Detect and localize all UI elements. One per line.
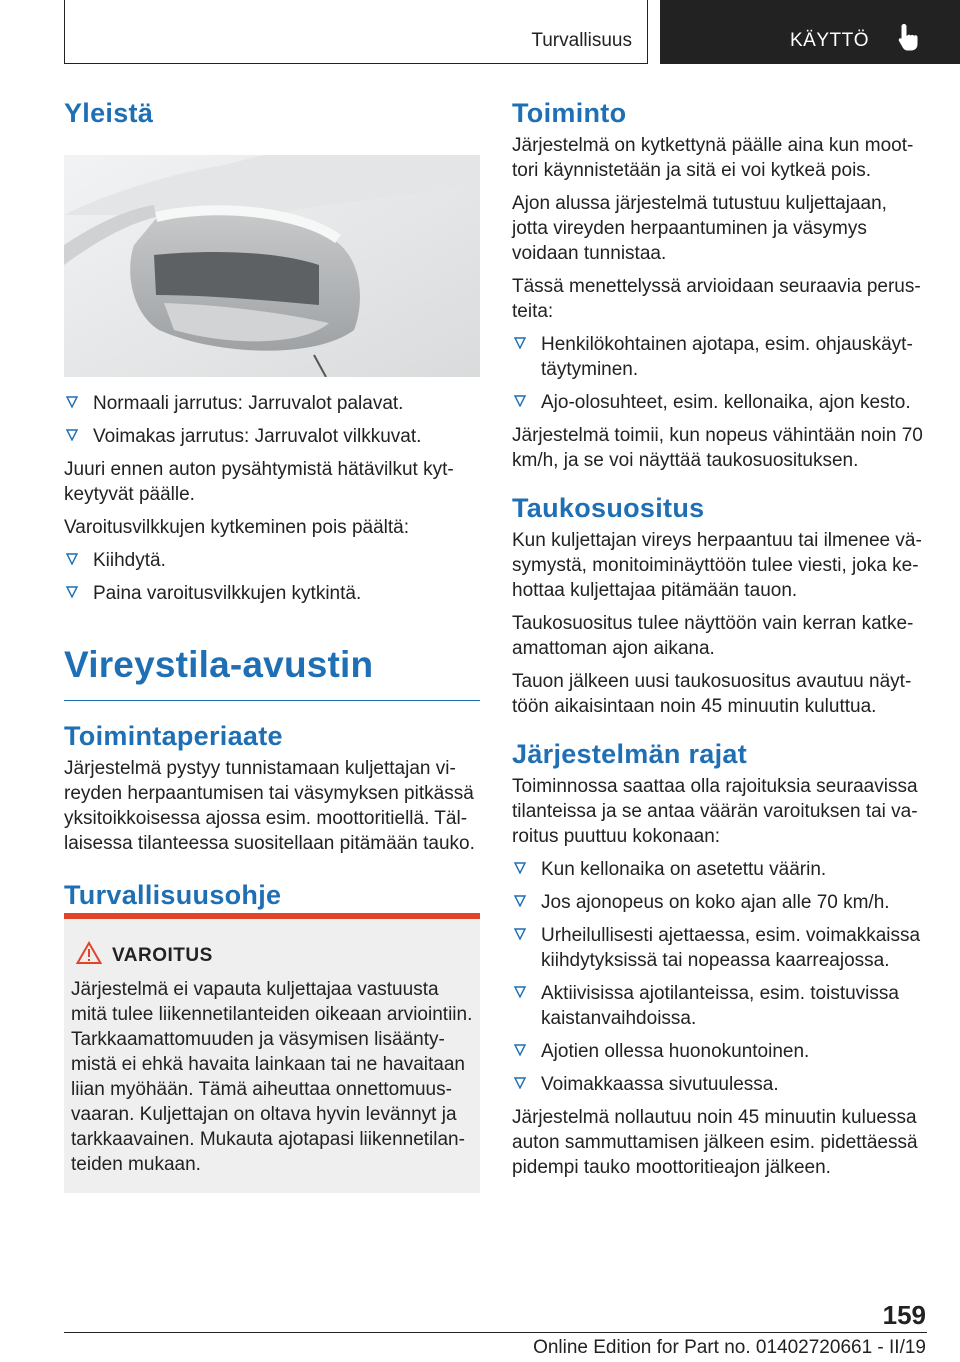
list-item-text: Normaali jarrutus: Jarruvalot palavat.: [93, 393, 404, 414]
warning-text: Järjestelmä ei vapauta kuljettajaa vastuusta mitä tulee liikennetilanteiden oikeaan arviointiin. Tarkkaamattomuuden ja väsymisen lisääntymistä ei ehkä havaita lainkaan tai ne havaitaan liian myöhään. Tämä aiheuttaa onnettomuusvaaran. Kuljettajan on oltava hyvin levännyt ja tarkkaavainen. Mukauta ajotapasi liikennetilanteiden mukaan.: [71, 979, 473, 1175]
warning-label: VAROITUS: [112, 945, 213, 966]
paragraph: Ajon alussa järjestelmä tutustuu kuljettajaan, jotta vireyden herpaantuminen ja väsymys voidaan tunnistaa.: [512, 193, 887, 264]
list-item-text: Henkilökohtainen ajotapa, esim. ohjauskäyttäytyminen.: [541, 334, 913, 380]
warning-triangle-icon: [76, 941, 102, 965]
list-item: [512, 923, 927, 973]
triangle-bullet-icon: [514, 1077, 526, 1089]
paragraph: Järjestelmä on kytkettynä päälle aina kun moottori käynnistetään ja sitä ei voi kytkeä pois.: [512, 135, 914, 181]
chapter-tab[interactable]: [660, 0, 960, 64]
triangle-bullet-icon: [514, 1044, 526, 1056]
main-heading: Vireystila-avustin: [64, 644, 374, 685]
list-item-text: Paina varoitusvilkkujen kytkintä.: [93, 583, 362, 604]
paragraph: Varoitusvilkkujen kytkeminen pois päältä:: [64, 517, 409, 538]
paragraph: Järjestelmä toimii, kun nopeus vähintään noin 70 km/h, ja se voi näyttää taukosuosituksen.: [512, 425, 923, 471]
list-item: [64, 581, 480, 606]
list-item: [512, 890, 927, 915]
list-item: [512, 981, 927, 1031]
triangle-bullet-icon: [514, 986, 526, 998]
list-item: [64, 548, 480, 573]
list-item-text: Urheilullisesti ajettaessa, esim. voimakkaissa kiihdytyksissä tai nopeassa kaarreajossa.: [541, 925, 921, 971]
triangle-bullet-icon: [514, 895, 526, 907]
function-heading: Toiminto: [512, 98, 627, 128]
triangle-bullet-icon: [514, 395, 526, 407]
triangle-bullet-icon: [66, 553, 78, 565]
list-item: [512, 390, 927, 415]
list-item: [512, 1072, 927, 1097]
list-item-text: Aktiivisissa ajotilanteissa, esim. toistuvissa kaistanvaihdoissa.: [541, 983, 899, 1029]
triangle-bullet-icon: [514, 928, 526, 940]
paragraph: Kun kuljettajan vireys herpaantuu tai ilmenee väsymystä, monitoiminäyttöön tulee viesti, joka kehottaa kuljettajaa pitämään tauon.: [512, 530, 922, 601]
break-heading: Taukosuositus: [512, 493, 705, 523]
triangle-bullet-icon: [66, 396, 78, 408]
list-item-text: Kun kellonaika on asetettu väärin.: [541, 859, 827, 880]
safety-heading: Turvallisuusohje: [64, 880, 282, 910]
triangle-bullet-icon: [514, 337, 526, 349]
list-item-text: Voimakkaassa sivutuulessa.: [541, 1074, 779, 1095]
header-section-title: Turvallisuus: [531, 30, 632, 51]
heading-rule: [64, 700, 480, 701]
page-number: 159: [882, 1300, 926, 1330]
paragraph: Järjestelmä pystyy tunnistamaan kuljettajan vireyden herpaantumisen tai väsymyksen pitkässä yksitoikkoisessa ajossa esim. moottoritiellä. Tällaisessa tilanteessa suositellaan pitämään tauko.: [64, 758, 475, 854]
list-item-text: Ajo-olosuhteet, esim. kellonaika, ajon kesto.: [541, 392, 911, 413]
yleista-heading: Yleistä: [64, 98, 154, 128]
triangle-bullet-icon: [514, 862, 526, 874]
right-column: [512, 98, 927, 1180]
chapter-tab-label: KÄYTTÖ: [790, 30, 870, 51]
left-column: [64, 98, 480, 911]
principle-heading: Toimintaperiaate: [64, 721, 283, 751]
list-item-text: Jos ajonopeus on koko ajan alle 70 km/h.: [541, 892, 890, 913]
list-item: [512, 857, 927, 882]
list-item-text: Kiihdytä.: [93, 550, 166, 571]
list-item: [512, 1039, 927, 1064]
list-item: [512, 332, 927, 382]
paragraph: Tässä menettelyssä arvioidaan seuraavia perusteita:: [512, 276, 921, 322]
list-item: [64, 424, 480, 449]
paragraph: Tauon jälkeen uusi taukosuositus avautuu näyttöön aikaisintaan noin 45 minuutin kuluttua.: [512, 671, 912, 717]
warning-box: [64, 913, 480, 1193]
paragraph: Juuri ennen auton pysähtymistä hätävilkut kytkeytyvät päälle.: [64, 459, 454, 505]
paragraph: Toiminnossa saattaa olla rajoituksia seuraavissa tilanteissa ja se antaa väärän varoituksen tai varoitus puuttuu kokonaan:: [512, 776, 918, 847]
list-item-text: Ajotien ollessa huonokuntoinen.: [541, 1041, 810, 1062]
limits-heading: Järjestelmän rajat: [512, 739, 748, 769]
hand-pointer-icon: [896, 22, 924, 52]
triangle-bullet-icon: [66, 429, 78, 441]
paragraph: Taukosuositus tulee näyttöön vain kerran katkeamattoman ajon aikana.: [512, 613, 914, 659]
paragraph: Järjestelmä nollautuu noin 45 minuutin kuluessa auton sammuttamisen jälkeen esim. pidettäessä pidempi tauko moottoritieajon jälkeen.: [512, 1107, 918, 1178]
footer-edition: Online Edition for Part no. 01402720661 - II/19: [533, 1337, 926, 1358]
tail-light-photo: [64, 155, 480, 377]
list-item-text: Voimakas jarrutus: Jarruvalot vilkkuvat.: [93, 426, 422, 447]
list-item: [64, 391, 480, 416]
triangle-bullet-icon: [66, 586, 78, 598]
footer-rule: [64, 1332, 927, 1333]
